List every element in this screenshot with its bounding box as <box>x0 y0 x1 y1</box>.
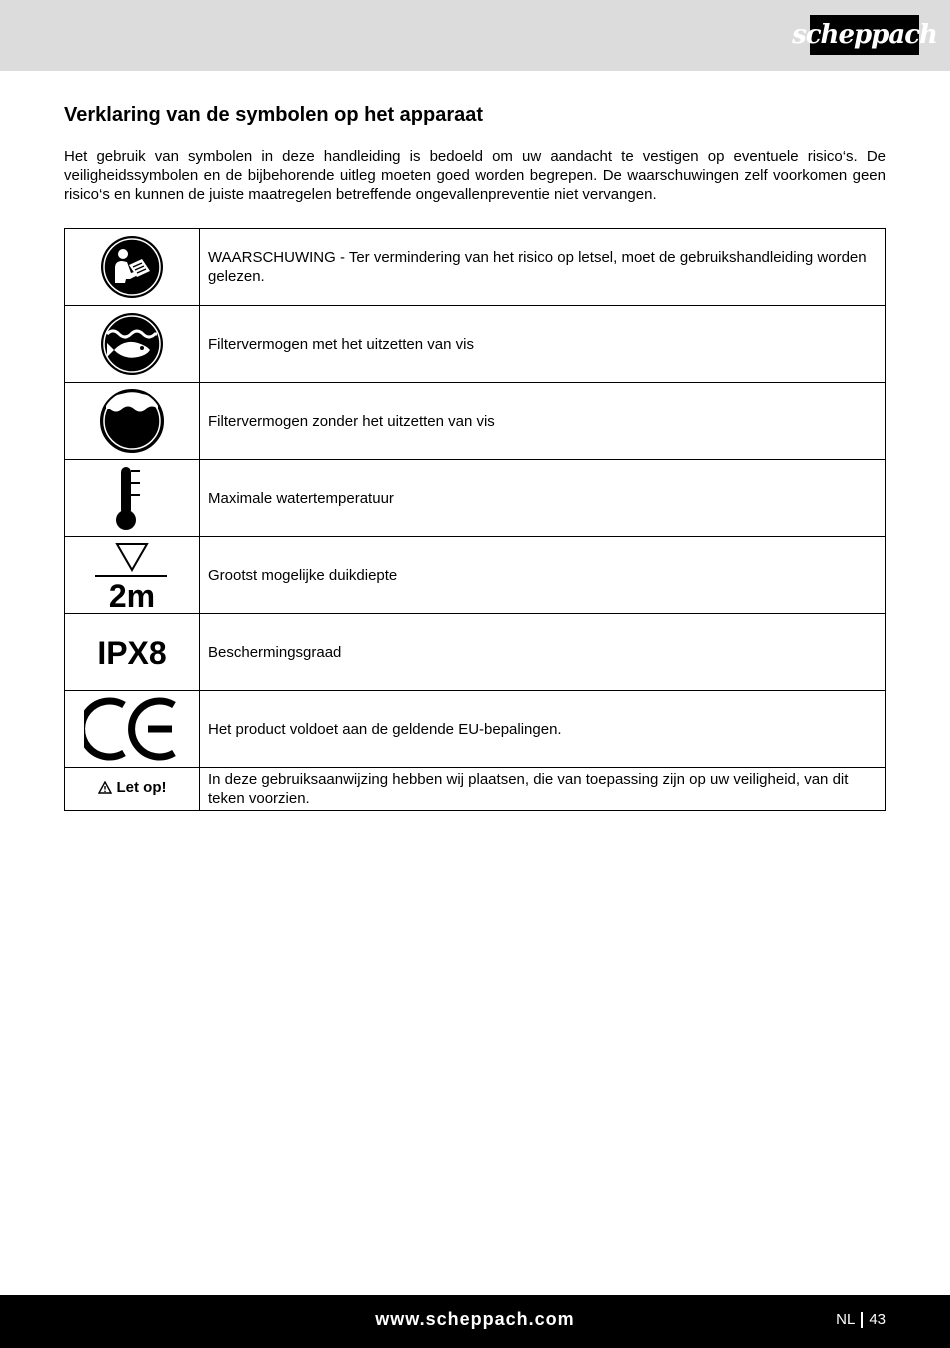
page-indicator <box>836 1311 886 1328</box>
page-title: Verklaring van de symbolen op het apparaat <box>64 104 484 126</box>
table-row <box>65 614 886 691</box>
row-text: Beschermingsgraad <box>200 614 886 691</box>
icon-cell <box>65 306 200 383</box>
table-row <box>65 691 886 768</box>
header-bar <box>0 0 950 71</box>
table-row <box>65 383 886 460</box>
symbols-table <box>64 228 886 811</box>
icon-cell <box>65 614 200 691</box>
row-text: Filtervermogen zonder het uitzetten van vis <box>200 383 886 460</box>
let-op-text: Let op! <box>116 779 167 796</box>
icon-cell <box>65 768 200 811</box>
language-code: NL <box>836 1311 856 1328</box>
fish-in-water-icon <box>100 312 164 376</box>
row-text: Het product voldoet aan de geldende EU-bepalingen. <box>200 691 886 768</box>
separator <box>861 1312 863 1328</box>
intro-paragraph: Het gebruik van symbolen in deze handleiding is bedoeld om uw aandacht te vestigen op eventuele risico‘s. De veiligheidssymbolen en de bijbehorende uitleg moeten goed worden begrepen. De waarschuwingen zelf voorkomen geen risico‘s en kunnen de juiste maatregelen betreffende ongevallenpreventie niet vervangen. <box>64 148 886 203</box>
water-level-icon <box>100 389 164 453</box>
icon-cell <box>65 460 200 537</box>
warning-triangle-icon <box>98 781 112 794</box>
footer-url[interactable]: www.scheppach.com <box>375 1309 575 1329</box>
ce-mark-icon <box>84 696 180 762</box>
depth-label: 2m <box>108 578 156 610</box>
read-manual-icon <box>100 235 164 299</box>
table-row <box>65 768 886 811</box>
row-text: WAARSCHUWING - Ter vermindering van het risico op letsel, moet de gebruikshandleiding worden gelezen. <box>200 229 886 306</box>
row-text: In deze gebruiksaanwijzing hebben wij plaatsen, die van toepassing zijn op uw veiligheid, van dit teken voorzien. <box>200 768 886 811</box>
row-text: Grootst mogelijke duikdiepte <box>200 537 886 614</box>
icon-cell <box>65 691 200 768</box>
row-text: Filtervermogen met het uitzetten van vis <box>200 306 886 383</box>
table-row <box>65 537 886 614</box>
thermometer-icon <box>112 465 152 531</box>
icon-cell <box>65 229 200 306</box>
table-row <box>65 229 886 306</box>
footer <box>0 1295 950 1348</box>
ipx8-label: IPX8 <box>97 635 167 671</box>
row-text: Maximale watertemperatuur <box>200 460 886 537</box>
icon-cell <box>65 383 200 460</box>
page-number: 43 <box>869 1311 886 1328</box>
let-op-label <box>98 779 167 796</box>
table-row <box>65 306 886 383</box>
brand-logo: scheppach <box>810 15 919 55</box>
table-row <box>65 460 886 537</box>
ipx8-icon <box>87 632 177 672</box>
depth-icon <box>92 540 172 610</box>
icon-cell <box>65 537 200 614</box>
